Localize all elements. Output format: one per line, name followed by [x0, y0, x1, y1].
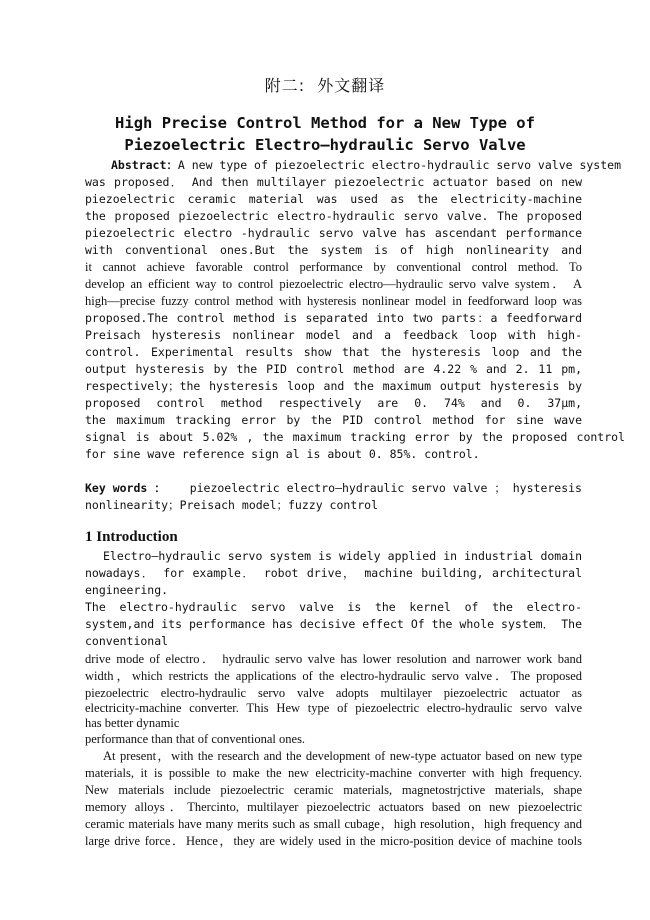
body-line: electricity-machine converter. This Hew type of piezoelectric electro-hydraulic servo valve — [85, 701, 582, 715]
abstract-line: was proposed． And then multilayer piezoelectric actuator based on new — [85, 175, 582, 189]
abstract-line: with conventional ones.But the system is of high nonlinearity and — [85, 243, 582, 257]
abstract-line: high—precise fuzzy control method with hysteresis nonlinear model in feedforward loop was — [85, 294, 582, 308]
body-line: At present，with the research and the development of new-type actuator based on new type — [103, 749, 582, 763]
keywords-line: nonlinearity；Preisach model；fuzzy control — [85, 498, 379, 512]
abstract-line: for sine wave reference sign al is about 0. 85%. control. — [85, 447, 480, 461]
abstract-line: output hysteresis by the PID control method are 4.22 % and 2. 11 pm, — [85, 362, 582, 376]
keywords-first-line — [85, 480, 582, 497]
abstract-line: develop an efficient way to control piezoelectric electro—hydraulic servo valve system． A — [85, 277, 582, 291]
body-line: engineering. — [85, 583, 169, 597]
abstract-line: signal is about 5.02% , the maximum tracking error by the proposed control — [85, 430, 625, 444]
keywords-line: piezoelectric electro—hydraulic servo valve ； hysteresis — [189, 481, 582, 495]
abstract-line: A new type of piezoelectric electro-hydraulic servo valve system — [177, 158, 621, 172]
body-line: memory alloys．Thercinto, multilayer piezoelectric actuators based on new piezoelectric — [85, 800, 582, 814]
paper-title-line-2: Piezoelectric Electro—hydraulic Servo Valve — [124, 136, 526, 154]
body-line: Electro—hydraulic servo system is widely applied in industrial domain — [103, 549, 582, 563]
body-line: conventional — [85, 634, 169, 648]
abstract-label: Abstract： — [111, 158, 178, 172]
abstract-line: control. Experimental results show that the hysteresis loop and the — [85, 345, 582, 359]
body-line: width，which restricts the applications of the electro-hydraulic servo valve．The proposed — [85, 669, 582, 683]
abstract-line: Preisach hysteresis nonlinear model and a feedback loop with high- — [85, 328, 582, 342]
abstract-first-line — [111, 157, 621, 174]
body-line: system,and its performance has decisive effect Of the whole system． The — [85, 617, 582, 631]
abstract-line: respectively；the hysteresis loop and the maximum output hysteresis by — [85, 379, 582, 393]
body-line: large drive force．Hence，they are widely used in the micro-position device of machine tools — [85, 834, 582, 848]
paper-title-line-1: High Precise Control Method for a New Type of — [115, 114, 535, 132]
keywords-label: Key words ： — [85, 481, 166, 495]
section-heading: 1 Introduction — [85, 529, 178, 545]
abstract-line: the proposed piezoelectric electro-hydraulic servo valve. The proposed — [85, 209, 582, 223]
body-line: has better dynamic — [85, 716, 180, 730]
body-line: drive mode of electro． hydraulic servo valve has lower resolution and narrower work band — [85, 652, 582, 666]
abstract-line: proposed control method respectively are 0. 74% and 0. 37μm, — [85, 396, 582, 410]
body-line: New materials include piezoelectric ceramic materials, magnetostrjctive materials, shape — [85, 783, 582, 797]
abstract-line: proposed.The control method is separated into two parts：a feedforward — [85, 311, 582, 325]
appendix-header: 附二: 外文翻译 — [264, 76, 386, 95]
body-line: piezoelectric electro-hydraulic servo valve adopts multilayer piezoelectric actuator as — [85, 686, 582, 700]
body-line: materials, it is possible to make the new electricity-machine converter with high frequency. — [85, 766, 582, 780]
abstract-line: it cannot achieve favorable control performance by conventional control method. To — [85, 260, 582, 274]
abstract-line: piezoelectric electro -hydraulic servo valve has ascendant performance — [85, 226, 582, 240]
abstract-line: piezoelectric ceramic material was used as the electricity-machine — [85, 192, 582, 206]
abstract-line: the maximum tracking error by the PID control method for sine wave — [85, 413, 582, 427]
body-line: ceramic materials have many merits such as small cubage，high resolution，high frequency and — [85, 817, 582, 831]
body-line: performance than that of conventional ones. — [85, 732, 306, 746]
body-line: The electro-hydraulic servo valve is the kernel of the electro- — [85, 600, 582, 614]
body-line: nowadays． for example． robot drive， machine building, architectural — [85, 566, 582, 580]
